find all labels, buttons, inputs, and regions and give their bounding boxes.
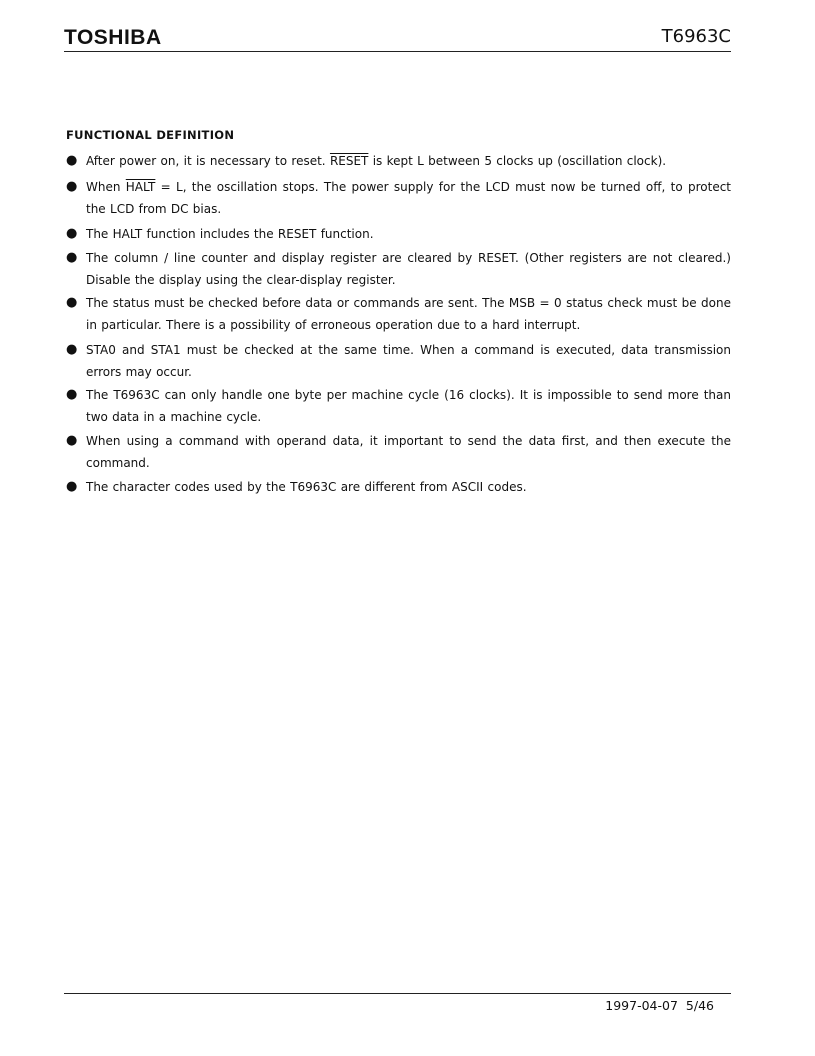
footer-page-number: 5/46 [685, 998, 714, 1013]
bullet-item [66, 430, 731, 474]
bullet-dot: ● [66, 179, 78, 194]
bullet-dot: ● [66, 342, 78, 357]
bullet-dot: ● [66, 479, 78, 494]
bullet-dot: ● [66, 387, 78, 402]
bullet-item [66, 384, 731, 428]
bullet-item [66, 247, 731, 291]
bullet-item [66, 223, 731, 245]
section-heading: FUNCTIONAL DEFINITION [66, 128, 235, 142]
bullet-text: The status must be checked before data or commands are sent. The MSB = 0 status check must be done in particular. There is a possibility of erroneous operation due to a hard interrupt. [86, 296, 731, 332]
footer-date: 1997-04-07 [605, 998, 678, 1013]
footer-text [605, 998, 714, 1013]
bullet-dot: ● [66, 226, 78, 241]
bullet-text: STA0 and STA1 must be checked at the same time. When a command is executed, data transmission errors may occur. [86, 343, 731, 379]
bullet-dot: ● [66, 250, 78, 265]
bullet-text-part: is kept L between 5 clocks up (oscillation clock). [368, 154, 667, 168]
bullet-dot: ● [66, 295, 78, 310]
bullet-text-part: = L, the oscillation stops. The power supply for the LCD must now be turned off, to protect the LCD from DC bias. [86, 180, 732, 216]
bullet-item [66, 176, 731, 220]
footer-rule [64, 993, 731, 994]
bullet-text-part: After power on, it is necessary to reset. [86, 154, 330, 168]
header-brand: TOSHIBA [64, 26, 162, 49]
bullet-item [66, 292, 731, 336]
halt-overline-signal: HALT [125, 180, 156, 194]
bullet-text: The T6963C can only handle one byte per machine cycle (16 clocks). It is impossible to send more than two data in a machine cycle. [86, 388, 731, 424]
bullet-dot: ● [66, 153, 78, 168]
bullet-text: The column / line counter and display register are cleared by RESET. (Other registers are not cleared.) Disable the display using the clear-display register. [86, 251, 731, 287]
bullet-text: The HALT function includes the RESET function. [86, 227, 374, 241]
bullet-text [86, 150, 731, 172]
bullet-text: The character codes used by the T6963C are different from ASCII codes. [86, 480, 527, 494]
bullet-dot: ● [66, 433, 78, 448]
header-part-number: T6963C [661, 26, 731, 47]
bullet-text-part: When [86, 180, 126, 194]
header-rule [64, 51, 731, 52]
bullet-text [86, 176, 731, 220]
bullet-item [66, 476, 731, 498]
bullet-item [66, 339, 731, 383]
reset-overline-signal: RESET [329, 154, 369, 168]
bullet-text: When using a command with operand data, it important to send the data first, and then execute the command. [86, 434, 731, 470]
bullet-item [66, 150, 731, 172]
